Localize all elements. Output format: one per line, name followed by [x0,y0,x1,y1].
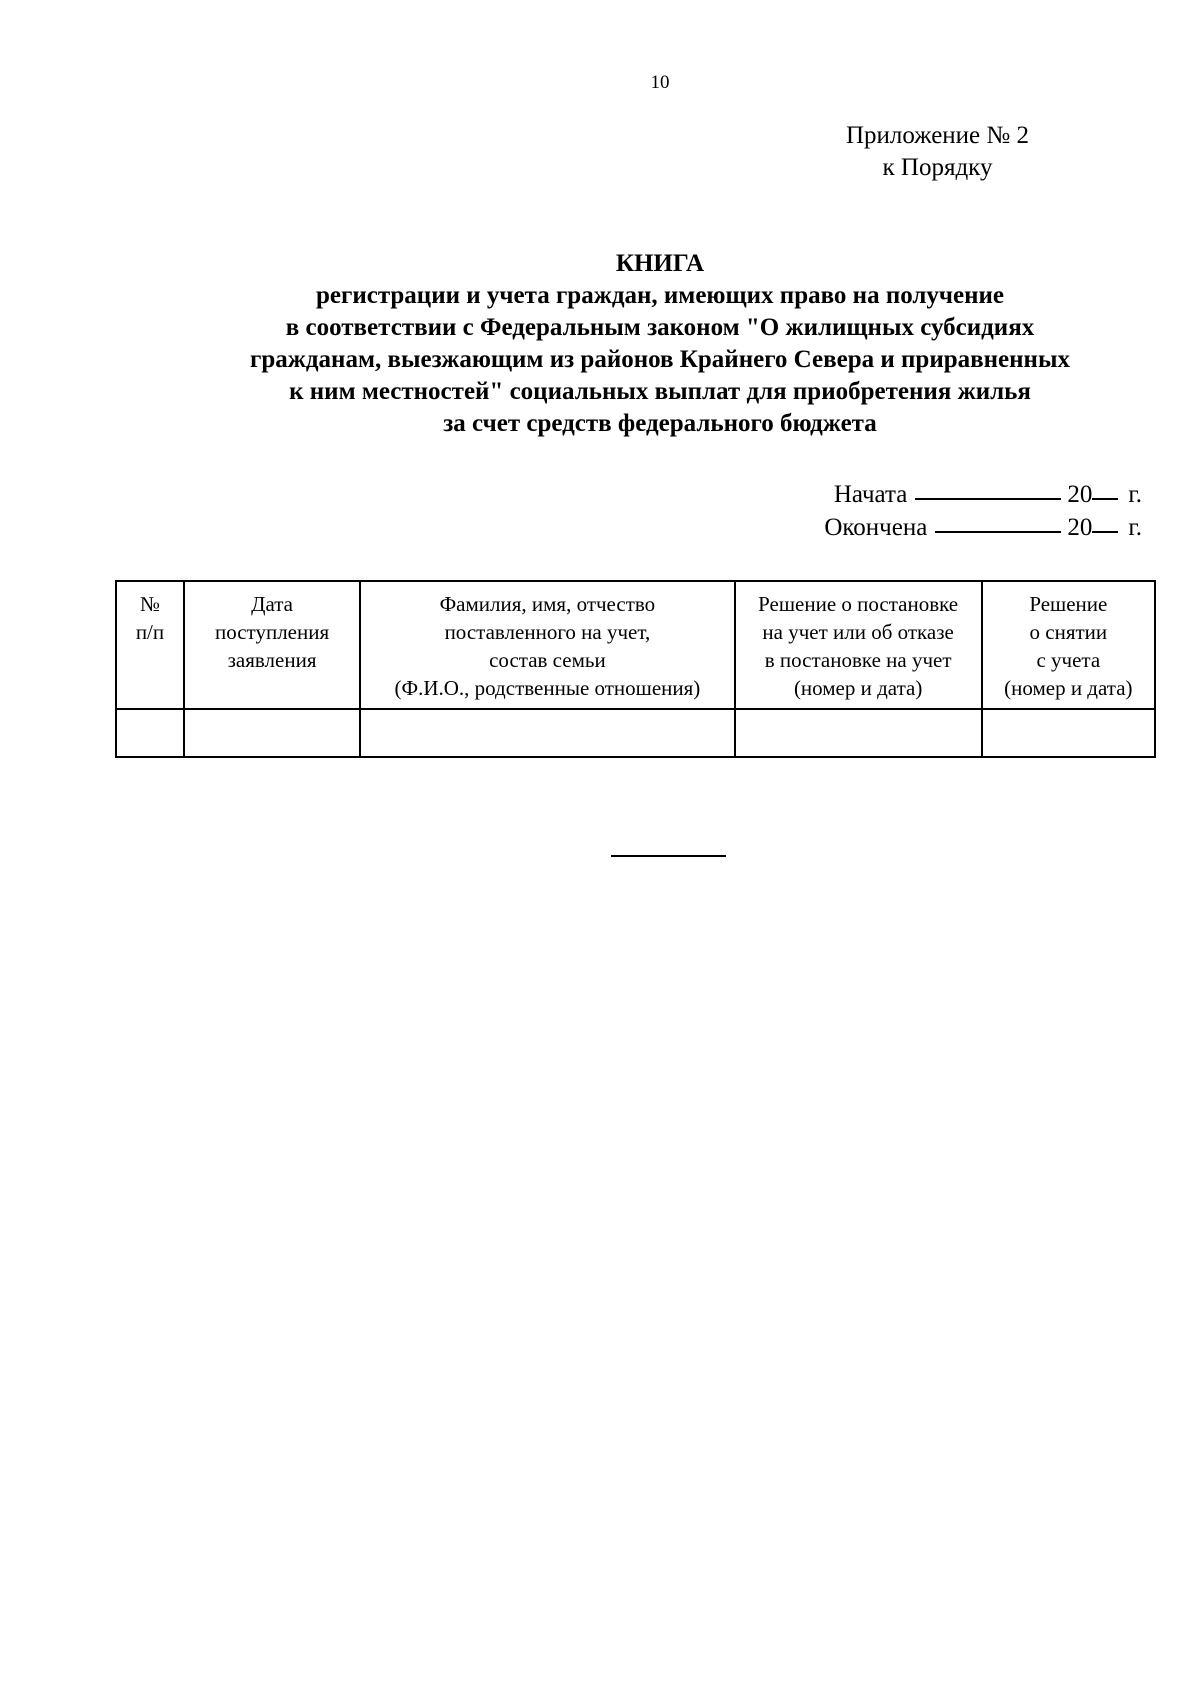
ended-label: Окончена [824,514,928,541]
appendix-line-2: к Порядку [882,154,993,181]
table-header-row [116,581,1155,709]
table-row [116,709,1155,757]
title-line: гражданам, выезжающим из районов Крайнего Севера и приравненных [250,346,1070,373]
appendix-line-1: Приложение № 2 [845,122,1030,149]
table-cell [116,709,184,757]
table-cell [735,709,982,757]
ended-date-blank [935,530,1061,533]
ended-date-row [722,511,1142,544]
title-line: регистрации и учета граждан, имеющих право на получение [315,282,1005,309]
book-dates [722,478,1142,544]
column-header-removal-decision: Решение о снятии с учета (номер и дата) [982,581,1155,709]
started-year-suffix: г. [1128,481,1142,508]
title-line: в соответствии с Федеральным законом "О жилищных субсидиях [285,314,1035,341]
column-header-application-date: Дата поступления заявления [184,581,360,709]
page-number: 10 [650,72,670,93]
column-header-registration-decision: Решение о постановке на учет или об отказе в постановке на учет (номер и дата) [735,581,982,709]
ended-year-prefix: 20 [1067,514,1093,541]
started-date-row [722,478,1142,511]
registration-table [115,580,1156,758]
table-cell [982,709,1155,757]
end-of-document-rule [611,855,726,857]
started-date-blank [915,497,1061,500]
ended-year-blank [1092,530,1118,533]
document-title [140,248,1180,440]
started-year-blank [1092,497,1118,500]
started-year-prefix: 20 [1067,481,1093,508]
column-header-full-name: Фамилия, имя, отчество поставленного на учет, состав семьи (Ф.И.О., родственные отношения) [360,581,734,709]
title-line: к ним местностей" социальных выплат для приобретения жилья [289,378,1031,405]
ended-year-suffix: г. [1128,514,1142,541]
table-cell [184,709,360,757]
title-line: за счет средств федерального бюджета [443,410,877,437]
started-label: Начата [833,481,908,508]
table-cell [360,709,734,757]
appendix-reference [820,120,1055,184]
column-header-number: № п/п [116,581,184,709]
title-heading: КНИГА [615,250,705,277]
